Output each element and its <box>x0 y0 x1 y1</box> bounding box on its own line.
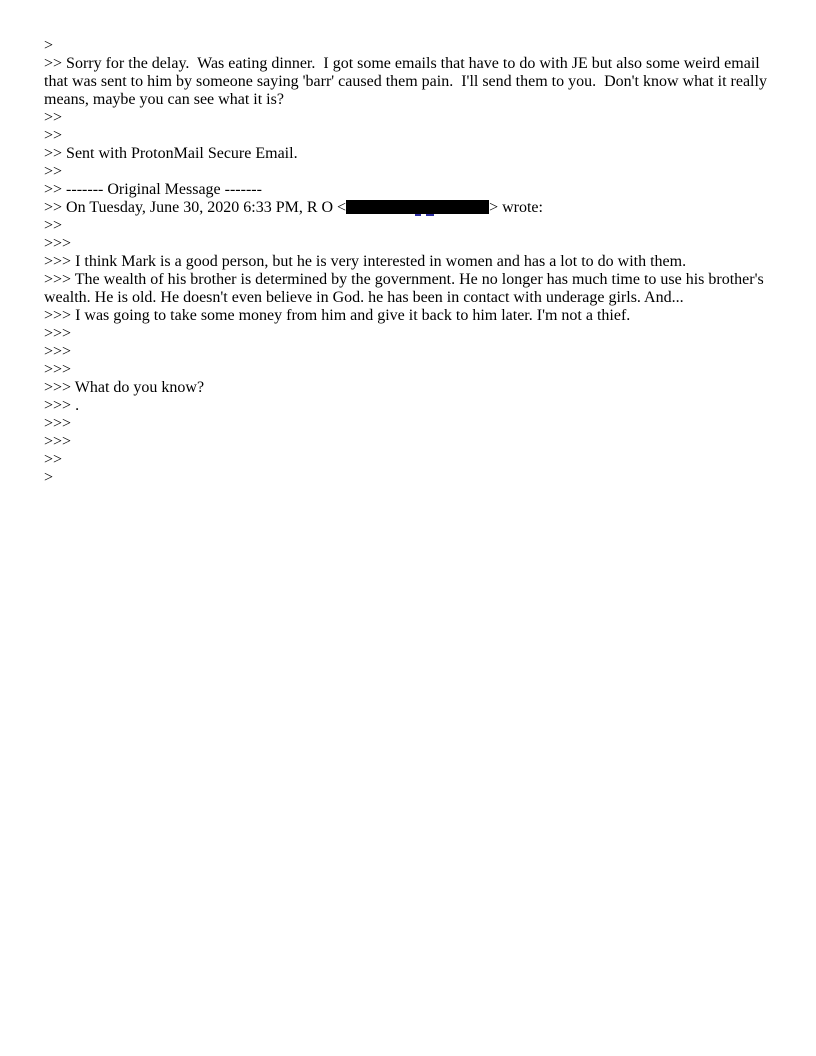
email-line: >> <box>44 451 63 468</box>
email-line: >> Sent with ProtonMail Secure Email. <box>44 145 298 162</box>
email-line: >> <box>44 163 63 180</box>
email-line: > <box>44 37 54 54</box>
email-line: >>> The wealth of his brother is determined by the government. He no longer has much time to use his brother's wealth. He is old. He doesn't even believe in God. he has been in contact with underage girls. And... <box>44 271 768 306</box>
email-line: >>> I think Mark is a good person, but he is very interested in women and has a lot to do with them. <box>44 253 687 270</box>
email-line: >>> <box>44 433 72 450</box>
email-line: >> ------- Original Message ------- <box>44 181 262 198</box>
email-line: >>> . <box>44 397 80 414</box>
email-line: >> <box>44 127 63 144</box>
email-line: >>> I was going to take some money from him and give it back to him later. I'm not a thief. <box>44 307 631 324</box>
email-line: >>> <box>44 235 72 252</box>
email-line: > <box>44 469 54 486</box>
email-line: >>> <box>44 343 72 360</box>
redacted-link-descender <box>426 214 434 216</box>
redacted-link-descender <box>415 214 421 216</box>
email-line: >>> What do you know? <box>44 379 205 396</box>
redaction-bar <box>346 200 489 214</box>
email-quoted-thread <box>44 37 778 487</box>
email-line: >> <box>44 109 63 126</box>
email-line: >>> <box>44 361 72 378</box>
email-attribution-suffix: > wrote: <box>489 199 543 216</box>
email-attribution-prefix: >> On Tuesday, June 30, 2020 6:33 PM, R O < <box>44 199 347 216</box>
email-line: >>> <box>44 325 72 342</box>
email-line: >>> <box>44 415 72 432</box>
email-line <box>44 199 778 217</box>
email-line: >> <box>44 217 63 234</box>
email-line: >> Sorry for the delay. Was eating dinner. I got some emails that have to do with JE but also some weird email that was sent to him by someone saying 'barr' caused them pain. I'll send them to you. Don't know what it really means, maybe you can see what it is? <box>44 55 771 108</box>
